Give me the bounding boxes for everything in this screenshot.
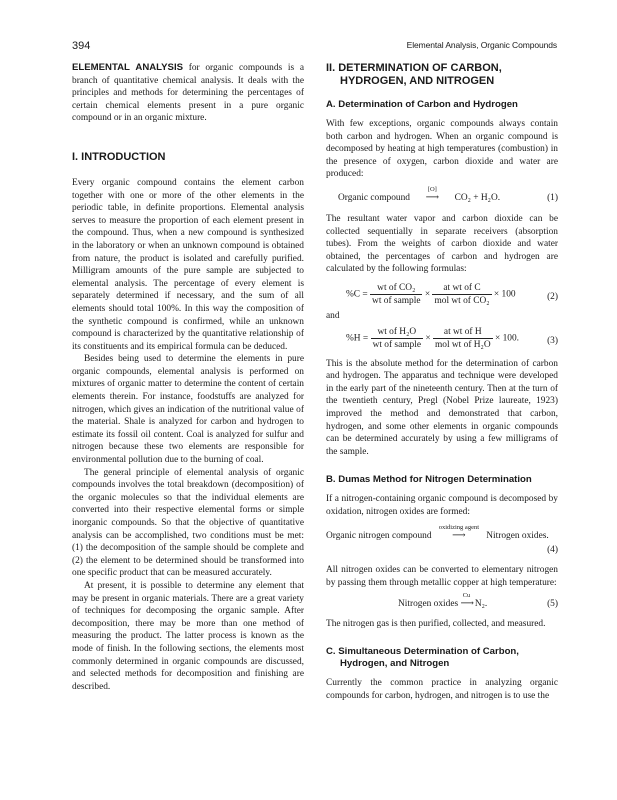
eq1-reactant: Organic compound — [338, 192, 410, 203]
eq5-product: N₂. — [474, 598, 488, 609]
and-word: and — [326, 310, 340, 321]
page-header — [72, 40, 557, 54]
para-a3: This is the absolute method for the determination of carbon and hydrogen. The apparatus and technique were developed in the early part of the nineteenth century. Then at the turn of the twentieth century, Pregl (Nobel Prize laureate, 1923) improved the method and demonstrated that carbon, hydrogen, and some other elements in organic compounds can be determined accurately by using a few milligrams of the sample. — [326, 358, 558, 457]
eq1-products: CO₂ + H₂O. — [454, 192, 501, 203]
equation-number-3: (3) — [547, 335, 558, 346]
right-column — [326, 62, 558, 702]
page-number: 394 — [72, 40, 91, 52]
eq3-denominator-1: wt of sample — [372, 339, 421, 350]
subsection-heading-c-line1: C. Simultaneous Determination of Carbon, — [326, 646, 519, 658]
eq2-numerator-1: wt of CO₂ — [370, 282, 422, 295]
section-heading-introduction: I. INTRODUCTION — [72, 150, 166, 163]
equation-number-5: (5) — [547, 598, 558, 609]
eq3-numerator-2: at wt of H — [433, 326, 493, 339]
section-heading-chn-line1: II. DETERMINATION OF CARBON, — [326, 62, 502, 74]
eq2-tail: × 100 — [493, 289, 516, 300]
intro-body-paragraph-4: At present, it is possible to determine any element that may be present in organic materials. There are a great variety of techniques for decomposing the organic sample. After decomposition, there may be more than one method of measuring the product. The latter process is known as the mode of finish. In the following sections, the elements most commonly determined in organic compounds are discussed, and selected methods for decomposition and finishing are described. — [72, 580, 304, 692]
arrow-glyph: ⟶ — [460, 598, 474, 609]
equation-number-4: (4) — [547, 545, 558, 556]
equation-3 — [326, 324, 558, 354]
equation-1 — [326, 185, 558, 207]
arrow-glyph: ⟶ — [452, 531, 466, 542]
intro-text: for organic compounds is a branch of quantitative chemical analysis. It deals with the principles and methods for determining the percentages of certain chemical elements present in a pure organic compound or in an organic mixture. — [72, 63, 304, 124]
para-b2: All nitrogen oxides can be converted to elementary nitrogen by passing them through metallic copper at high temperature: — [326, 565, 558, 589]
section-heading-chn-line2: HYDROGEN, AND NITROGEN — [340, 75, 495, 87]
eq2-denominator-2: mol wt of CO₂ — [434, 295, 490, 306]
left-column — [72, 62, 304, 693]
eq1-arrow-label: [O] — [427, 185, 437, 193]
eq2-fraction-2 — [432, 282, 491, 307]
eq3-lhs: %H = — [346, 333, 369, 344]
eq3-tail: × 100. — [494, 333, 519, 344]
para-b3: The nitrogen gas is then purified, collected, and measured. — [326, 618, 546, 629]
eq2-fraction-1 — [370, 282, 422, 307]
eq3-fraction-1 — [371, 326, 423, 351]
subsection-heading-b: B. Dumas Method for Nitrogen Determination — [326, 474, 532, 486]
para-a1: With few exceptions, organic compounds always contain both carbon and hydrogen. When an organic compound is decomposed by heating at high temperatures (combustion) in the presence of oxygen, carbon dioxide and water are produced: — [326, 119, 558, 180]
equation-2 — [326, 279, 558, 309]
eq2-lhs: %C = — [346, 289, 368, 300]
times-sign: × — [424, 289, 431, 300]
running-title: Elemental Analysis, Organic Compounds — [406, 40, 557, 50]
eq5-arrow — [460, 591, 474, 611]
equation-5 — [326, 591, 558, 614]
eq5-arrow-label: Cu — [462, 591, 471, 599]
section-heading-chn — [326, 62, 558, 88]
eq4-arrow — [434, 524, 484, 543]
equation-4 — [326, 522, 558, 554]
intro-body-paragraph-1: Every organic compound contains the element carbon together with one or more of the other elements in the periodic table, in definite proportions. Elemental analysis serves to measure the proportion of each element present in the compound. Thus, when a new compound is synthesized in the laboratory or when an unknown compound is obtained from nature, the product is isolated and carefully purified. Milligram amounts of the pure sample are subjected to elemental analysis. The percentage of every element is separately determined if necessary, and the sum of all elements should total 100%. In this way the composition of the synthetic compound is confirmed, while an unknown compound is characterized by the quantitative relationship of its constituents and its empirical formula can be deduced. — [72, 177, 304, 352]
subsection-heading-c-line2: Hydrogen, and Nitrogen — [340, 658, 450, 670]
eq3-denominator-2: mol wt of H₂O — [434, 339, 491, 350]
intro-lead-term: ELEMENTAL ANALYSIS — [72, 62, 184, 73]
eq1-arrow — [412, 185, 452, 205]
equation-number-2: (2) — [547, 291, 558, 302]
subsection-heading-a: A. Determination of Carbon and Hydrogen — [326, 99, 518, 110]
para-b1: If a nitrogen-containing organic compound is decomposed by oxidation, nitrogen oxides are formed: — [326, 494, 558, 517]
eq4-arrow-label: oxidizing agent — [438, 524, 480, 532]
arrow-glyph: ⟶ — [425, 192, 440, 203]
intro-paragraph — [72, 62, 304, 125]
para-a2: The resultant water vapor and carbon dioxide can be collected sequentially in separate receivers (absorption tubes). From the weights of carbon dioxide and water obtained, the percentages of carbon and hydrogen are calculated by the following formulas: — [326, 213, 558, 275]
eq3-fraction-2 — [433, 326, 493, 351]
para-c1: Currently the common practice in analyzing organic compounds for carbon, hydrogen, and nitrogen is to use the — [326, 678, 558, 701]
eq2-denominator-1: wt of sample — [372, 295, 421, 306]
equation-number-1: (1) — [547, 192, 558, 203]
eq4-reactant: Organic nitrogen compound — [326, 531, 432, 542]
times-sign: × — [425, 333, 431, 344]
eq3-numerator-1: wt of H₂O — [371, 326, 423, 339]
eq2-numerator-2: at wt of C — [432, 282, 491, 295]
intro-body-paragraph-2: Besides being used to determine the elements in pure organic compounds, elemental analysis is performed on mixtures of organic matter to determine the content of certain elements therein. For instance, foodstuffs are analyzed for nitrogen, which gives an indication of the nutritional value of the material. Shale is analyzed for carbon and hydrogen to estimate its fossil oil content. Coal is analyzed for sulfur and nitrogen because these two elements are responsible for environmental pollution due to the burning of coal. — [72, 354, 304, 466]
eq5-reactant: Nitrogen oxides — [398, 598, 459, 609]
eq4-product: Nitrogen oxides. — [486, 531, 549, 542]
subsection-heading-c — [326, 646, 558, 670]
intro-body-paragraph-3: The general principle of elemental analysis of organic compounds involves the total breakdown (decomposition) of the organic molecules so that the individual elements are converted into their respective elemental forms or simple inorganic compounds. So that the objective of quantitative analysis can be accomplished, two conditions must be met: (1) the decomposition of the sample should be complete and (2) the element to be determined should be transformed into one specific product that can be measured accurately. — [72, 467, 304, 579]
